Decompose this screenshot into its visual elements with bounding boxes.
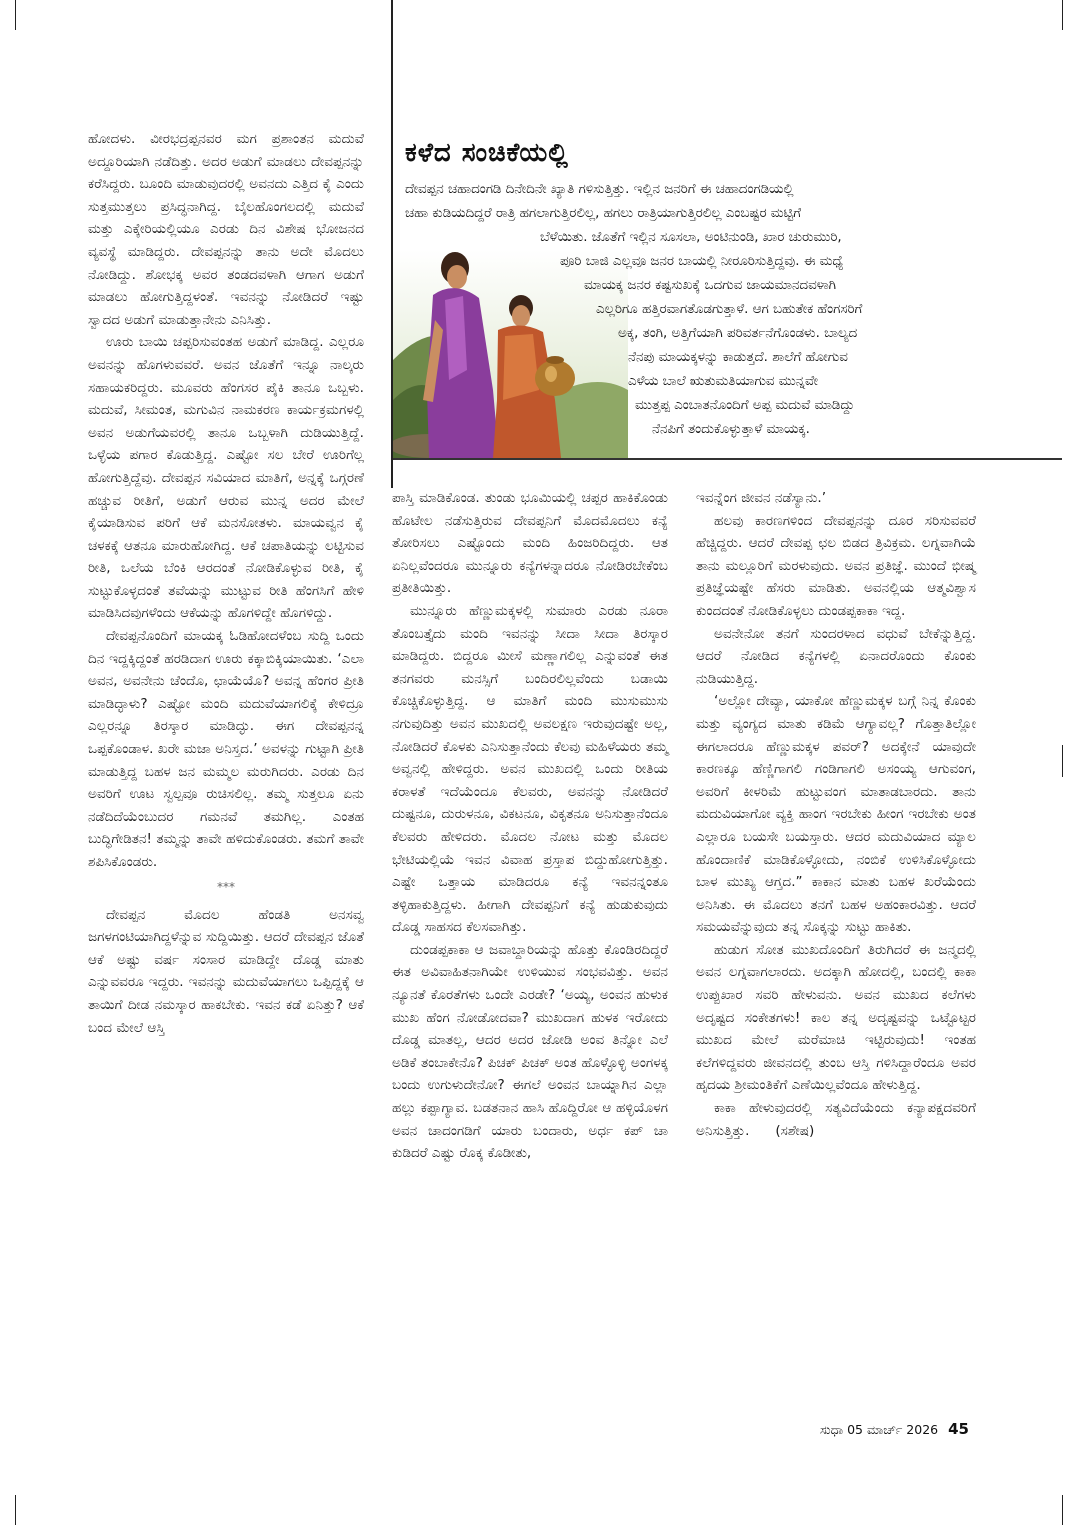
- recap-line: ಅಕ್ಕ, ತಂಗಿ, ಅತ್ತಿಗೆಯಾಗಿ ಪರಿವರ್ತನೆಗೊಂಡಳು. ಬಾಲ್ಯದ: [618, 326, 858, 341]
- paragraph: ಅವನೇನೋ ತನಗೆ ಸುಂದರಳಾದ ವಧುವೆ ಬೇಕೆನ್ನುತ್ತಿದ್ದ. ಆದರೆ ನೋಡಿದ ಕನ್ಯೆಗಳಲ್ಲಿ ಏನಾದರೊಂದು ಕೊಂಕು ನುಡಿಯುತ್ತಿದ್ದ.: [696, 625, 976, 687]
- recap-line: ಮುತ್ತಪ್ಪ ಎಂಬಾತನೊಂದಿಗೆ ಅಪ್ಪ ಮದುವೆ ಮಾಡಿದ್ದು: [635, 398, 855, 413]
- paragraph: ಇವನ್ನೆಂಗ ಜೀವನ ನಡೆಸ್ಯಾನು.’: [696, 490, 827, 506]
- recap-line: ಎಳೆಯ ಬಾಲೆ ಋತುಮತಿಯಾಗುವ ಮುನ್ನವೇ: [628, 374, 819, 389]
- recap-line: ಮಾಯಕ್ಕ ಜನರ ಕಷ್ಟಸುಖಕ್ಕೆ ಒದಗುವ ಜಾಯಮಾನದವಳಾಗಿ: [584, 278, 836, 293]
- crop-mark: [1062, 745, 1063, 777]
- magazine-name: ಸುಧಾ: [820, 1422, 844, 1437]
- crop-mark: [1062, 1495, 1063, 1525]
- article-column-2: [392, 487, 668, 1165]
- continued-label: (ಸಶೇಷ): [775, 1122, 815, 1139]
- paragraph: ಊರು ಬಾಯಿ ಚಪ್ಪರಿಸುವಂತಹ ಅಡುಗೆ ಮಾಡಿದ್ದ. ಎಲ್ಲರೂ ಅವನನ್ನು ಹೊಗಳುವವರೆ. ಅವನ ಜೊತೆಗೆ ಇನ್ನೂ ನಾಲ್ಕರು ಸಹಾಯಕರಿದ್ದರು. ಮೂವರು ಹೆಂಗಸರ ಪೈಕಿ ತಾನೂ ಒಬ್ಬಳು. ಮದುವೆ, ಸೀಮಂತ, ಮಗುವಿನ ನಾಮಕರಣ ಕಾರ್ಯಕ್ರಮಗಳಲ್ಲಿ ಅವನ ಅಡುಗೆಯವರಲ್ಲಿ ತಾನೂ ಒಬ್ಬಳಾಗಿ ದುಡಿಯುತ್ತಿದ್ದೆ. ಒಳ್ಳೆಯ ಪಗಾರ ಕೊಡುತ್ತಿದ್ದ. ಎಷ್ಟೋ ಸಲ ಬೇರೆ ಊರಿಗೆಲ್ಲ ಹೋಗುತ್ತಿದ್ದೆವು. ದೇವಪ್ಪನ ಸವಿಯಾದ ಮಾತಿಗೆ, ಅನ್ನಕ್ಕೆ ಒಗ್ಗರಣೆ ಹಚ್ಚುವ ರೀತಿಗೆ, ಅಡುಗೆ ಆರುವ ಮುನ್ನ ಅದರ ಮೇಲೆ ಕೈಯಾಡಿಸುವ ಪರಿಗೆ ಆಕೆ ಮನಸೋತಳು. ಮಾಯವ್ವನ ಕೈ ಚಳಕಕ್ಕೆ ಆತನೂ ಮಾರುಹೋಗಿದ್ದ. ಆಕೆ ಚಪಾತಿಯನ್ನು ಲಟ್ಟಿಸುವ ರೀತಿ, ಒಲೆಯ ಬೆಂಕಿ ಆರದಂತೆ ನೋಡಿಕೊಳ್ಳುವ ರೀತಿ, ಕೈ ಸುಟ್ಟುಕೊಳ್ಳದಂತೆ ತವೆಯನ್ನು ಮುಟ್ಟುವ ರೀತಿ ಹೆಂಗಸಿಗೆ ಹೇಳಿ ಮಾಡಿಸಿದವುಗಳೆಂದು ಆಕೆಯನ್ನು ಹೊಗಳಿದ್ದೇ ಹೊಗಳಿದ್ದು.: [88, 334, 364, 622]
- section-break: ***: [217, 879, 235, 894]
- paragraph: ದೇವಪ್ಪನೊಂದಿಗೆ ಮಾಯಕ್ಕ ಓಡಿಹೋದಳೆಂಬ ಸುದ್ದಿ ಒಂದು ದಿನ ಇದ್ದಕ್ಕಿದ್ದಂತೆ ಹರಡಿದಾಗ ಊರು ಕಕ್ಕಾಬಿಕ್ಕಿಯಾಯಿತು. ‘ಎಲಾ ಅವನ, ಅವನೇನು ಚೆಂದೊ, ಛಾಯೆಯೊ? ಅವನ್ನ ಹೆಂಗರ ಪ್ರೀತಿ ಮಾಡಿದ್ಳಾಳು? ಎಷ್ಟೋ ಮಂದಿ ಮದುವೆಯಾಗಲಿಕ್ಕೆ ಕೇಳಿದ್ರೂ ಎಲ್ಲರನ್ನೂ ತಿರಸ್ಕಾರ ಮಾಡಿದ್ಳು. ಈಗ ದೇವಪ್ಪನನ್ನ ಒಪ್ಪಕೊಂಡಾಳ. ಖರೇ ಮಜಾ ಅನಿಸ್ತದ.’ ಅವಳನ್ನು ಗುಟ್ಟಾಗಿ ಪ್ರೀತಿ ಮಾಡುತ್ತಿದ್ದ ಬಹಳ ಜನ ಮಮ್ಮಲ ಮರುಗಿದರು. ಎರಡು ದಿನ ಅವರಿಗೆ ಊಟ ಸ್ವಲ್ಪವೂ ರುಚಿಸಲಿಲ್ಲ. ತಮ್ಮ ಸುತ್ತಲೂ ಏನು ನಡೆದಿದೆಯೆಂಬುದರ ಗಮನವೆ ತಮಗಿಲ್ಲ. ಎಂತಹ ಬುದ್ಧಿಗೇಡಿತನ! ತಮ್ಮನ್ನು ತಾವೇ ಹಳಿದುಕೊಂಡರು. ತಮಗೆ ತಾವೇ ಶಪಿಸಿಕೊಂಡರು.: [88, 628, 364, 870]
- recap-line: ಪೂರಿ ಬಾಜಿ ಎಲ್ಲವೂ ಜನರ ಬಾಯಲ್ಲಿ ನೀರೂರಿಸುತ್ತಿದ್ದವು. ಈ ಮಧ್ಯೆ: [560, 254, 844, 269]
- issue-date: 05 ಮಾರ್ಚ್ 2026: [847, 1422, 939, 1437]
- recap-rule: [393, 458, 1062, 460]
- page-footer: [820, 1420, 969, 1438]
- paragraph-text: ಕಾಕಾ ಹೇಳುವುದರಲ್ಲಿ ಸತ್ಯವಿದೆಯೆಂದು ಕನ್ಯಾಪಕ್ಷದವರಿಗೆ ಅನಿಸುತ್ತಿತ್ತು.: [696, 1100, 976, 1139]
- recap-line: ಚಹಾ ಕುಡಿಯದಿದ್ದರೆ ರಾತ್ರಿ ಹಗಲಾಗುತ್ತಿರಲಿಲ್ಲ, ಹಗಲು ರಾತ್ರಿಯಾಗುತ್ತಿರಲಿಲ್ಲ ಎಂಬಷ್ಟರ ಮಟ್ಟಿಗೆ: [405, 206, 802, 221]
- recap-title: ಕಳೆದ ಸಂಚಿಕೆಯಲ್ಲಿ: [405, 138, 569, 168]
- crop-mark: [15, 1495, 16, 1525]
- recap-line: ನೆನಪು ಮಾಯಕ್ಕಳನ್ನು ಕಾಡುತ್ತದೆ. ಶಾಲೆಗೆ ಹೋಗುವ: [628, 350, 848, 365]
- recap-line: ಬೆಳೆಯಿತು. ಜೊತೆಗೆ ಇಲ್ಲಿನ ಸೂಸಲಾ, ಅಂಟಿನುಂಡಿ, ಖಾರ ಚುರುಮುರಿ,: [540, 230, 842, 245]
- paragraph: ಮುನ್ನೂರು ಹೆಣ್ಣುಮಕ್ಕಳಲ್ಲಿ ಸುಮಾರು ಎರಡು ನೂರಾ ತೊಂಬತ್ತೈದು ಮಂದಿ ಇವನನ್ನು ಸೀದಾ ಸೀದಾ ತಿರಸ್ಕಾರ ಮಾಡಿದ್ದರು. ಬಿದ್ದರೂ ಮೀಸೆ ಮಣ್ಣಾಗಲಿಲ್ಲ ಎನ್ನುವಂತೆ ಈತ ತನಗವರು ಮನಸ್ಸಿಗೆ ಬಂದಿರಲಿಲ್ಲವೆಂದು ಬಡಾಯಿ ಕೊಚ್ಚಿಕೊಳ್ಳುತ್ತಿದ್ದ. ಆ ಮಾತಿಗೆ ಮಂದಿ ಮುಸುಮುಸು ನಗುವುದಿತ್ತು ಅವನ ಮುಖದಲ್ಲಿ ಅವಲಕ್ಷಣ ಇರುವುದಷ್ಟೇ ಅಲ್ಲ, ನೋಡಿದರೆ ಕೊಳಕು ಎನಿಸುತ್ತಾನೆಂದು ಕೆಲವು ಮಹಿಳೆಯರು ತಮ್ಮ ಅವ್ವನಲ್ಲಿ ಹೇಳಿದ್ದರು. ಅವನ ಮುಖದಲ್ಲಿ ಒಂದು ರೀತಿಯ ಕರಾಳತೆ ಇದೆಯೆಂದೂ ಕೆಲವರು, ಅವನನ್ನು ನೋಡಿದರೆ ದುಷ್ಟನೂ, ದುರುಳನೂ, ವಿಕಟನೂ, ವಿಕೃತನೂ ಅನಿಸುತ್ತಾನೆಂದೂ ಕೆಲವರು ಹೇಳಿದರು. ಮೊದಲ ನೋಟ ಮತ್ತು ಮೊದಲ ಭೇಟಿಯಲ್ಲಿಯೆ ಇವನ ವಿವಾಹ ಪ್ರಸ್ತಾಪ ಬಿದ್ದುಹೋಗುತ್ತಿತ್ತು. ಎಷ್ಟೇ ಒತ್ತಾಯ ಮಾಡಿದರೂ ಕನ್ಯೆ ಇವನನ್ನಂತೂ ತಳ್ಳಿಹಾಕುತ್ತಿದ್ದಳು. ಹೀಗಾಗಿ ದೇವಪ್ಪನಿಗೆ ಕನ್ಯೆ ಹುಡುಕುವುದು ದೊಡ್ಡ ಸಾಹಸದ ಕೆಲಸವಾಗಿತ್ತು.: [392, 602, 668, 936]
- crop-mark: [1062, 0, 1063, 30]
- crop-mark: [15, 0, 16, 30]
- article-column-3: [696, 487, 976, 1142]
- paragraph: ದುಂಡಪ್ಪಕಾಕಾ ಆ ಜವಾಬ್ದಾರಿಯನ್ನು ಹೊತ್ತು ಕೊಂಡಿರದಿದ್ದರೆ ಈತ ಅವಿವಾಹಿತನಾಗಿಯೇ ಉಳಿಯುವ ಸಂಭವವಿತ್ತು. ಅವನ ನ್ಯೂನತೆ ಕೊರತೆಗಳು ಒಂದೇ ಎರಡೇ? ‘ಅಯ್ಯ, ಅಂವನ ಹುಳುಕ ಮುಖ ಹೆಂಗ ನೋಡೋದವಾ? ಮುಖದಾಗ ಹುಳಕ ಇರೋದು ದೊಡ್ಡ ಮಾತಲ್ಲ, ಆದರ ಅದರ ಜೋಡಿ ಅಂವ ತಿನ್ನೋ ಎಲೆ ಅಡಿಕೆ ತಂಬಾಕೇನೊ? ಪಿಚಕ್ ಪಿಚಕ್ ಅಂತ ಹೊಳ್ಳೊಳ್ಳಿ ಅಂಗಳಕ್ಕ ಬಂದು ಉಗುಳುದೇನೋ? ಈಗಲೆ ಅಂವನ ಬಾಯ್ನಾಗಿನ ಎಲ್ಲಾ ಹಲ್ಲು ಕಪ್ಪಾಗ್ಯಾವ. ಬಡತನಾನ ಹಾಸಿ ಹೊದ್ದಿರೋ ಆ ಹಳ್ಳಿಯೊಳಗ ಅವನ ಚಾದಂಗಡಿಗೆ ಯಾರು ಬಂದಾರು, ಅರ್ಧ ಕಪ್ ಚಾ ಕುಡಿದರೆ ಎಷ್ಟು ರೊಕ್ಕ ಕೊಡೀತು,: [392, 941, 668, 1162]
- paragraph: [696, 1097, 976, 1142]
- recap-line: ದೇವಪ್ಪನ ಚಹಾದಂಗಡಿ ದಿನೇದಿನೇ ಖ್ಯಾತಿ ಗಳಿಸುತ್ತಿತ್ತು. ಇಲ್ಲಿನ ಜನರಿಗೆ ಈ ಚಹಾದಂಗಡಿಯಲ್ಲಿ: [405, 182, 794, 197]
- paragraph: ಹುಡುಗ ಸೋತ ಮುಖದೊಂದಿಗೆ ತಿರುಗಿದರೆ ಈ ಜನ್ಮದಲ್ಲಿ ಅವನ ಲಗ್ನವಾಗಲಾರದು. ಅದಕ್ಕಾಗಿ ಹೋದಲ್ಲಿ, ಬಂದಲ್ಲಿ ಕಾಕಾ ಉಪ್ಪುಖಾರ ಸವರಿ ಹೇಳುವನು. ಅವನ ಮುಖದ ಕಲೆಗಳು ಅದೃಷ್ಟದ ಸಂಕೇತಗಳು! ಕಾಲ ತನ್ನ ಅದೃಷ್ಟವನ್ನು ಒಟ್ಟೊಟ್ಟರ ಮುಖದ ಮೇಲೆ ಮರೆಮಾಚಿ ಇಟ್ಟಿರುವುದು! ಇಂತಹ ಕಲೆಗಳಿದ್ದವರು ಜೀವನದಲ್ಲಿ ತುಂಬ ಆಸ್ತಿ ಗಳಿಸಿದ್ದಾರೆಂದೂ ಅವರ ಹೃದಯ ಶ್ರೀಮಂತಿಕೆಗೆ ಎಣೆಯಿಲ್ಲವೆಂದೂ ಹೇಳುತ್ತಿದ್ದ.: [696, 941, 976, 1094]
- paragraph: ಹೋದಳು. ವೀರಭದ್ರಪ್ಪನವರ ಮಗ ಪ್ರಶಾಂತನ ಮದುವೆ ಅದ್ದೂರಿಯಾಗಿ ನಡೆದಿತ್ತು. ಅದರ ಅಡುಗೆ ಮಾಡಲು ದೇವಪ್ಪನನ್ನು ಕರೆಸಿದ್ದರು. ಬೂಂದಿ ಮಾಡುವುದರಲ್ಲಿ ಅವನದು ಎತ್ತಿದ ಕೈ ಎಂದು ಸುತ್ತಮುತ್ತಲು ಪ್ರಸಿದ್ಧನಾಗಿದ್ದ. ಬೈಲಹೊಂಗಲದಲ್ಲಿ ಮದುವೆ ಮತ್ತು ಎಕ್ಕೇರಿಯಲ್ಲಿಯೂ ಎರಡು ದಿನ ವಿಶೇಷ ಭೋಜನದ ವ್ಯವಸ್ಥೆ ಮಾಡಿದ್ದರು. ದೇವಪ್ಪನನ್ನು ತಾನು ಅದೇ ಮೊದಲು ನೋಡಿದ್ದು. ಶೋಭಕ್ಕ ಅವರ ತಂಡದವಳಾಗಿ ಆಗಾಗ ಅಡುಗೆ ಮಾಡಲು ಹೋಗುತ್ತಿದ್ದಳಂತೆ. ಇವನನ್ನು ನೋಡಿದರೆ ಇಷ್ಟು ಸ್ವಾದದ ಅಡುಗೆ ಮಾಡುತ್ತಾನೇನು ಎನಿಸಿತ್ತು.: [88, 131, 364, 328]
- page-number: 45: [948, 1420, 969, 1438]
- recap-line: ಎಲ್ಲರಿಗೂ ಹತ್ತಿರವಾಗತೊಡಗುತ್ತಾಳೆ. ಆಗ ಬಹುತೇಕ ಹೆಂಗಸರಿಗೆ: [596, 302, 863, 317]
- paragraph: ದೇವಪ್ಪನ ಮೊದಲ ಹೆಂಡತಿ ಅನಸವ್ವ ಜಗಳಗಂಟಿಯಾಗಿದ್ದಳೆನ್ನುವ ಸುದ್ದಿಯಿತ್ತು. ಆದರೆ ದೇವಪ್ಪನ ಜೊತೆ ಆಕೆ ಅಷ್ಟು ವರ್ಷ ಸಂಸಾರ ಮಾಡಿದ್ದೇ ದೊಡ್ಡ ಮಾತು ಎನ್ನುವವರೂ ಇದ್ದರು. ಇವನನ್ನು ಮದುವೆಯಾಗಲು ಒಪ್ಪಿದ್ದಕ್ಕೆ ಆ ತಾಯಿಗೆ ದೀಡ ನಮಸ್ಕಾರ ಹಾಕಬೇಕು. ಇವನ ಕಡೆ ಏನಿತ್ತು? ಆಕೆ ಬಂದ ಮೇಲೆ ಆಸ್ತಿ: [88, 906, 364, 1036]
- recap-line: ನೆನಪಿಗೆ ತಂದುಕೊಳ್ಳುತ್ತಾಳೆ ಮಾಯಕ್ಕ.: [652, 422, 810, 437]
- paragraph: ‘ಅಲ್ಲೋ ದೇವ್ಯಾ, ಯಾಕೋ ಹೆಣ್ಣುಮಕ್ಕಳ ಬಗ್ಗೆ ನಿನ್ನ ಕೊಂಕು ಮತ್ತು ವ್ಯಂಗ್ಯದ ಮಾತು ಕಡಿಮೆ ಆಗ್ಯಾವಲ್ಲ? ಗೊತ್ತಾತಿಲ್ಲೋ ಈಗಲಾದರೂ ಹೆಣ್ಣುಮಕ್ಕಳ ಪವರ್? ಅದಕ್ಕೇನೆ ಯಾವುದೇ ಕಾರಣಕ್ಕೂ ಹೆಣ್ಣಿಗಾಗಲಿ ಗಂಡಿಗಾಗಲಿ ಅಸಂಯ್ಯ ಆಗುವಂಗ, ಅವರಿಗೆ ಕೀಳರಿಮೆ ಹುಟ್ಟುವಂಗ ಮಾತಾಡಬಾರದು. ತಾನು ಮದುವಿಯಾಗೋ ವ್ಯಕ್ತಿ ಹಾಂಗ ಇರಬೇಕು ಹೀಂಗ ಇರಬೇಕು ಅಂತ ಎಲ್ಲಾರೂ ಬಯಸೇ ಬಯಸ್ತಾರು. ಆದರ ಮದುವಿಯಾದ ಮ್ಯಾಲ ಹೊಂದಾಣಿಕೆ ಮಾಡಿಕೊಳ್ಳೋದು, ನಂಬಿಕೆ ಉಳಿಸಿಕೊಳ್ಳೋದು ಬಾಳ ಮುಖ್ಯ ಆಗ್ತದ.” ಕಾಕಾನ ಮಾತು ಬಹಳ ಖರೆಯೆಂದು ಅನಿಸಿತು. ಈ ಮೊದಲು ತನಗೆ ಬಹಳ ಅಹಂಕಾರವಿತ್ತು. ಆದರೆ ಸಮಯವೆನ್ನುವುದು ತನ್ನ ಸೊಕ್ಕನ್ನು ಸುಟ್ಟು ಹಾಕಿತು.: [696, 693, 976, 936]
- paragraph: ಪಾಸ್ತಿ ಮಾಡಿಕೊಂಡ. ತುಂಡು ಭೂಮಿಯಲ್ಲಿ ಚಪ್ಪರ ಹಾಕಿಕೊಂಡು ಹೊಟೇಲ ನಡೆಸುತ್ತಿರುವ ದೇವಪ್ಪನಿಗೆ ಮೊದಮೊದಲು ಕನ್ಯೆ ತೋರಿಸಲು ಎಷ್ಟೊಂದು ಮಂದಿ ಹಿಂಜರಿದಿದ್ದರು. ಆತ ಏನಿಲ್ಲವೆಂದರೂ ಮುನ್ನೂರು ಕನ್ಯೆಗಳನ್ನಾದರೂ ನೋಡಿರಬೇಕೆಂಬ ಪ್ರತೀತಿಯಿತ್ತು.: [392, 490, 668, 597]
- article-column-1: [88, 128, 364, 1039]
- paragraph: ಹಲವು ಕಾರಣಗಳಿಂದ ದೇವಪ್ಪನನ್ನು ದೂರ ಸರಿಸುವವರೆ ಹೆಚ್ಚಿದ್ದರು. ಆದರೆ ದೇವಪ್ಪ ಛಲ ಬಿಡದ ತ್ರಿವಿಕ್ರಮ. ಲಗ್ನವಾಗಿಯೆ ತಾನು ಮಲ್ಲೂರಿಗೆ ಮರಳುವುದು. ಅವನ ಪ್ರತಿಜ್ಞೆ. ಮುಂದೆ ಭೀಷ್ಮ ಪ್ರತಿಜ್ಞೆಯಷ್ಟೇ ಹೆಸರು ಮಾಡಿತು. ಅವನಲ್ಲಿಯ ಆತ್ಮವಿಶ್ವಾಸ ಕುಂದದಂತೆ ನೋಡಿಕೊಳ್ಳಲು ದುಂಡಪ್ಪಕಾಕಾ ಇದ್ದ.: [696, 512, 976, 619]
